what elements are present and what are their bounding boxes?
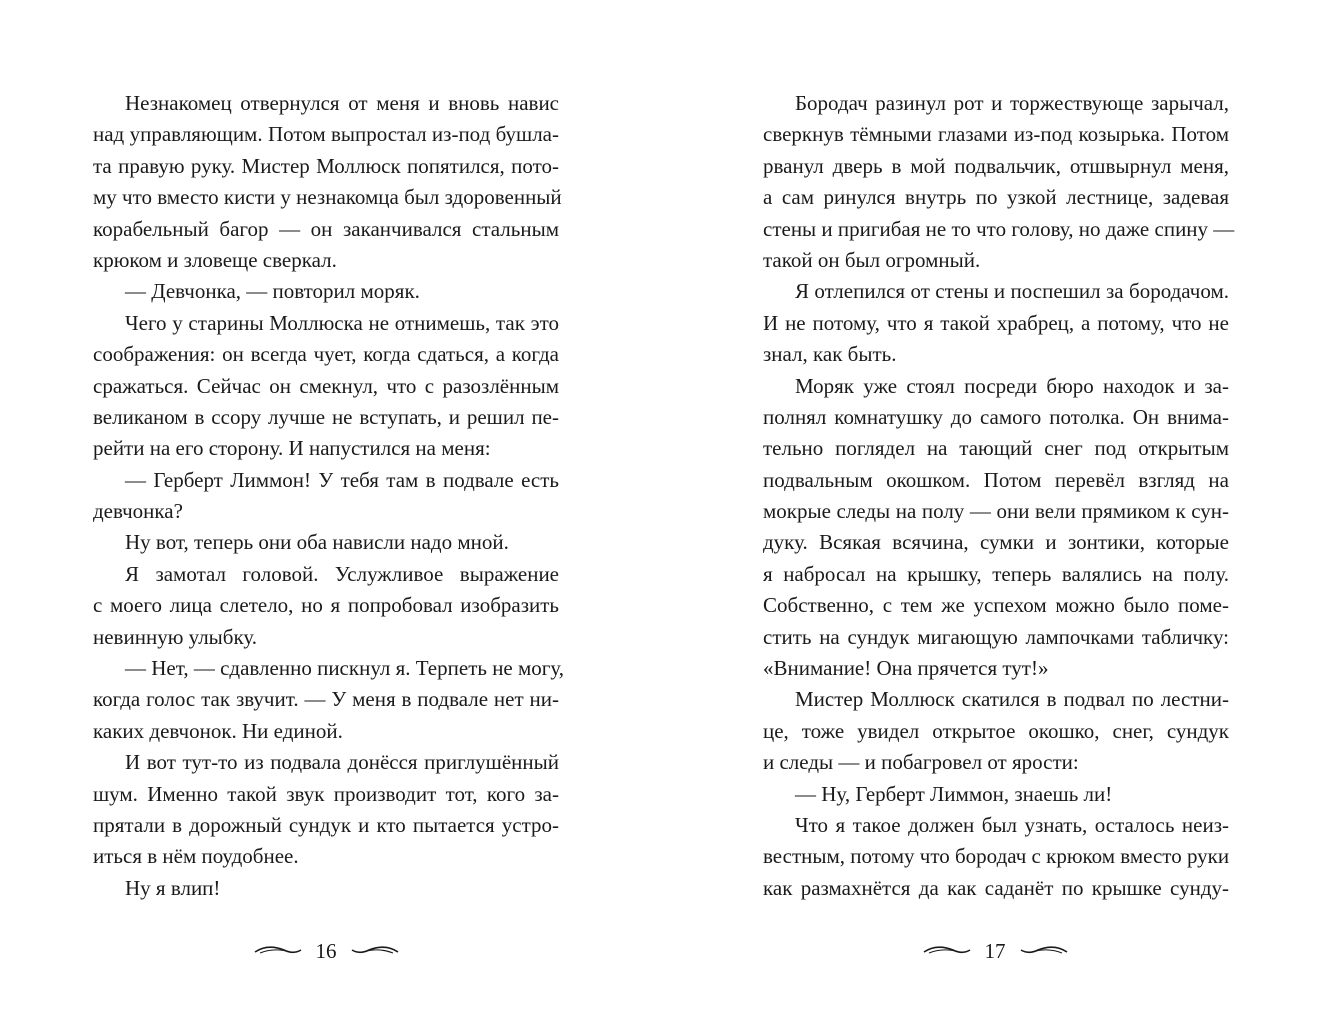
text-line: Что я такое должен был узнать, осталось неиз- [795, 812, 1229, 837]
text-line: му что вместо кисти у незнакомца был здоровенный [93, 185, 562, 210]
text-line: сверкнув тёмными глазами из-под козырька. Потом [763, 122, 1229, 147]
text-line: такой он был огромный. [763, 247, 981, 272]
right-page-text [763, 88, 1235, 904]
text-line: корабельный багор — он заканчивался стальным [93, 216, 559, 241]
text-line: це, тоже увидел открытое окошко, снег, сундук [763, 718, 1229, 743]
text-line: Ну вот, теперь они оба нависли надо мной. [125, 530, 509, 555]
text-line: шум. Именно такой звук производит тот, кого за- [93, 781, 559, 806]
right-page-folio [895, 936, 1095, 966]
text-line: — Нет, — сдавленно пискнул я. Терпеть не могу, [125, 656, 565, 681]
text-line: Собственно, с тем же успехом можно было поме- [763, 593, 1229, 618]
text-line: И не потому, что я такой храбрец, а потому, что не [763, 310, 1229, 335]
right-page [663, 0, 1325, 1030]
text-line: Моряк уже стоял посреди бюро находок и за- [795, 373, 1229, 398]
text-line: И вот тут-то из подвала донёсся приглушённый [125, 750, 559, 775]
text-line: мокрые следы на полу — они вели прямиком к сун- [763, 499, 1229, 524]
text-line: Бородач разинул рот и торжествующе зарычал, [795, 91, 1229, 115]
text-line: Мистер Моллюск скатился в подвал по лестни- [795, 687, 1229, 712]
text-line: Ну я влип! [125, 875, 221, 900]
swash-ornament-icon [923, 945, 971, 957]
text-line: — Герберт Лиммон! У тебя там в подвале есть [125, 467, 559, 492]
text-line: подвальным окошком. Потом перевёл взгляд на [763, 467, 1229, 492]
text-line: «Внимание! Она прячется тут!» [763, 656, 1049, 681]
text-line: невинную улыбку. [93, 624, 258, 649]
text-line: — Девчонка, — повторил моряк. [125, 279, 420, 304]
text-line: Я замотал головой. Услужливое выражение [125, 561, 559, 586]
text-line: рейти на его сторону. И напустился на меня: [93, 436, 491, 461]
text-line: с моего лица слетело, но я попробовал изобразить [93, 593, 559, 618]
text-line: прятали в дорожный сундук и кто пытается устро- [93, 812, 559, 837]
left-page-text [93, 88, 565, 904]
text-line: Я отлепился от стены и поспешил за бородачом. [795, 279, 1229, 304]
text-line: дуку. Всякая всячина, сумки и зонтики, которые [763, 530, 1229, 555]
text-line: каких девчонок. Ни единой. [93, 718, 343, 743]
text-line: как размахнётся да как саданёт по крышке сунду- [763, 875, 1229, 900]
text-line: иться в нём поудобнее. [93, 844, 299, 869]
text-line: Чего у старины Моллюска не отнимешь, так это [125, 310, 559, 335]
page-number: 17 [984, 938, 1006, 963]
text-line: та правую руку. Мистер Моллюск попятился, пото- [93, 153, 559, 178]
text-line: вестным, потому что бородач с крюком вместо руки [763, 844, 1230, 869]
page-number: 16 [315, 938, 337, 963]
text-line: над управляющим. Потом выпростал из-под бушла- [93, 122, 559, 147]
text-line: крюком и зловеще сверкал. [93, 247, 337, 272]
text-line: и следы — и побагровел от ярости: [763, 750, 1079, 775]
text-line: стить на сундук мигающую лампочками табличку: [763, 624, 1229, 649]
text-line: когда голос так звучит. — У меня в подвале нет ни- [93, 687, 559, 712]
text-line: соображения: он всегда чует, когда сдаться, а когда [93, 342, 559, 367]
text-line: девчонка? [93, 499, 183, 524]
text-line: тельно поглядел на тающий снег под открытым [763, 436, 1229, 461]
text-line: рванул дверь в мой подвальчик, отшвырнул меня, [763, 153, 1229, 178]
text-line: — Ну, Герберт Лиммон, знаешь ли! [795, 781, 1113, 806]
text-line: полнял комнатушку до самого потолка. Он внима- [763, 404, 1229, 429]
text-line: стены и пригибая не то что голову, но даже спину — [763, 216, 1235, 241]
text-line: Незнакомец отвернулся от меня и вновь навис [125, 91, 559, 115]
left-page [0, 0, 662, 1030]
text-line: знал, как быть. [763, 342, 897, 367]
left-page-folio [226, 936, 426, 966]
swash-ornament-icon [1020, 945, 1068, 957]
text-line: а сам ринулся внутрь по узкой лестнице, задевая [763, 185, 1229, 210]
text-line: сражаться. Сейчас он смекнул, что с разозлённым [93, 373, 559, 398]
swash-ornament-icon [351, 945, 399, 957]
swash-ornament-icon [254, 945, 302, 957]
text-line: я набросал на крышку, теперь валялись на полу. [763, 561, 1229, 586]
text-line: великаном в ссору лучше не вступать, и решил пе- [93, 404, 559, 429]
